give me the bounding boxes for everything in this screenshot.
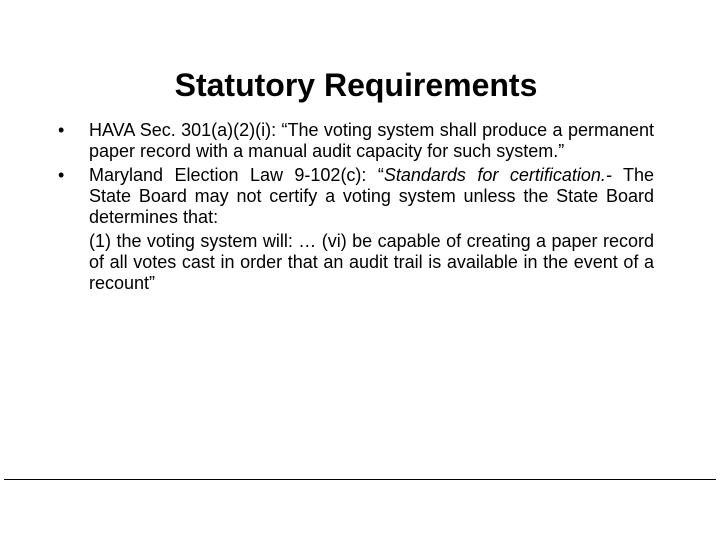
slide-title: Statutory Requirements [174,67,538,104]
bullet-maryland [58,165,654,294]
bullet-maryland-lead: Maryland Election Law 9-102(c): “ [89,165,384,185]
bullet-maryland-rest: The State Board may not certify a voting system unless the State Board determines that: [89,165,654,227]
bullet-icon: • [58,165,65,185]
bullet-icon: • [58,120,65,140]
bullet-list [58,120,654,297]
bullet-maryland-continuation: (1) the voting system will: … (vi) be capable of creating a paper record of all votes cast in order that an audit trail is available in the event of a recount” [89,231,654,293]
bullet-hava-text: HAVA Sec. 301(a)(2)(i): “The voting system shall produce a permanent paper record with a manual audit capacity for such system.” [89,120,654,161]
bullet-maryland-text [89,165,654,228]
bullet-maryland-italic: Standards for certification.- [383,165,612,185]
footer-divider [4,479,716,480]
bullet-hava [58,120,654,162]
